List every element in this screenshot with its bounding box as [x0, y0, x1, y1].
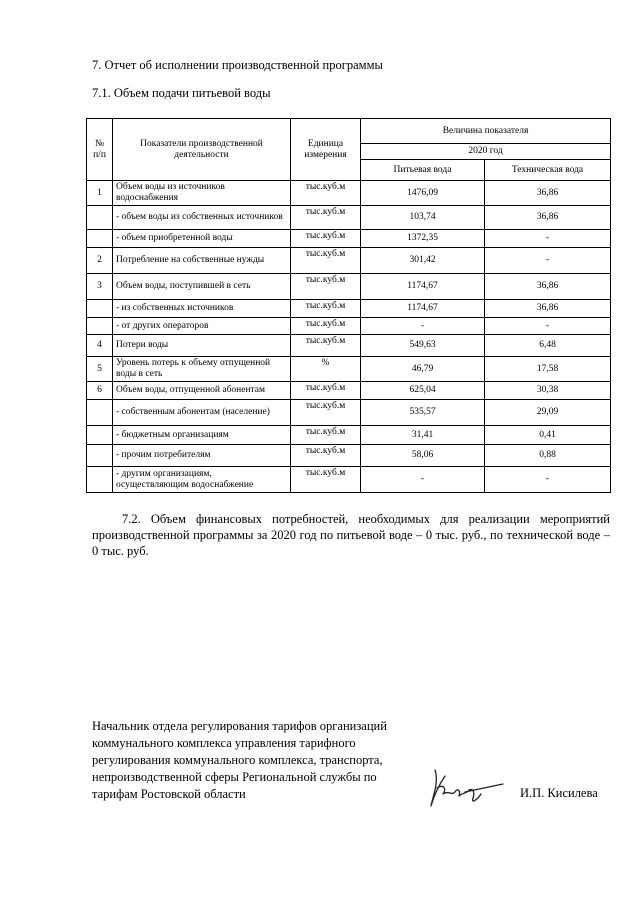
signatory-title-line: тарифам Ростовской области: [92, 787, 246, 801]
table-body: [87, 181, 611, 493]
row-technical-water: -: [485, 230, 611, 248]
table-row: [87, 357, 611, 382]
table-row: [87, 248, 611, 274]
signatory-title-line: коммунального комплекса управления тарифного: [92, 736, 356, 750]
table-row: [87, 400, 611, 426]
row-indicator: - от других операторов: [113, 318, 291, 335]
row-unit: тыс.куб.м: [291, 230, 361, 248]
row-technical-water: 36,86: [485, 181, 611, 206]
row-drinking-water: 1372,35: [361, 230, 485, 248]
row-unit: тыс.куб.м: [291, 382, 361, 400]
row-unit: тыс.куб.м: [291, 274, 361, 300]
row-drinking-water: 31,41: [361, 426, 485, 445]
row-indicator: Объем воды из источников водоснабжения: [113, 181, 291, 206]
table-row: [87, 445, 611, 467]
financial-needs-paragraph: 7.2. Объем финансовых потребностей, необходимых для реализации мероприятий производственной программы за 2020 год по питьевой воде – 0 тыс. руб., по технической воде – 0 тыс. руб.: [92, 512, 610, 558]
table-row: [87, 467, 611, 493]
header-value: Величина показателя: [361, 119, 611, 144]
row-technical-water: 17,58: [485, 357, 611, 382]
row-drinking-water: 301,42: [361, 248, 485, 274]
row-technical-water: 6,48: [485, 335, 611, 357]
header-year: 2020 год: [361, 144, 611, 160]
row-number: [87, 206, 113, 230]
row-unit: тыс.куб.м: [291, 206, 361, 230]
row-drinking-water: 625,04: [361, 382, 485, 400]
row-technical-water: 36,86: [485, 206, 611, 230]
table-row: [87, 300, 611, 318]
row-unit: тыс.куб.м: [291, 335, 361, 357]
row-technical-water: 0,41: [485, 426, 611, 445]
row-technical-water: -: [485, 318, 611, 335]
row-indicator: Объем воды, поступившей в сеть: [113, 274, 291, 300]
header-indicator: Показатели производственной деятельности: [113, 119, 291, 181]
row-drinking-water: 46,79: [361, 357, 485, 382]
row-indicator: - другим организациям, осуществляющим водоснабжение: [113, 467, 291, 493]
row-number: [87, 230, 113, 248]
row-number: [87, 318, 113, 335]
row-drinking-water: 1174,67: [361, 274, 485, 300]
row-indicator: - объем приобретенной воды: [113, 230, 291, 248]
table-row: [87, 318, 611, 335]
row-indicator: Объем воды, отпущенной абонентам: [113, 382, 291, 400]
row-number: 5: [87, 357, 113, 382]
table-row: [87, 426, 611, 445]
row-unit: тыс.куб.м: [291, 248, 361, 274]
signatory-name: И.П. Кисилева: [520, 786, 598, 800]
row-unit: тыс.куб.м: [291, 426, 361, 445]
row-number: [87, 300, 113, 318]
subsection-title: 7.1. Объем подачи питьевой воды: [92, 86, 271, 100]
table-row: [87, 230, 611, 248]
handwritten-signature: [425, 762, 505, 812]
row-number: [87, 467, 113, 493]
row-drinking-water: 58,06: [361, 445, 485, 467]
row-unit: %: [291, 357, 361, 382]
row-number: [87, 400, 113, 426]
row-unit: тыс.куб.м: [291, 300, 361, 318]
row-number: 6: [87, 382, 113, 400]
header-technical-water: Техническая вода: [485, 160, 611, 181]
row-indicator: Уровень потерь к объему отпущенной воды в сеть: [113, 357, 291, 382]
signatory-title-line: Начальник отдела регулирования тарифов организаций: [92, 719, 387, 733]
row-indicator: Потери воды: [113, 335, 291, 357]
section-title: 7. Отчет об исполнении производственной программы: [92, 58, 383, 72]
signatory-title-line: регулирования коммунального комплекса, транспорта,: [92, 753, 383, 767]
table-row: [87, 335, 611, 357]
row-number: 4: [87, 335, 113, 357]
row-number: 1: [87, 181, 113, 206]
row-unit: тыс.куб.м: [291, 445, 361, 467]
row-indicator: - объем воды из собственных источников: [113, 206, 291, 230]
row-number: [87, 426, 113, 445]
signatory-title-line: непроизводственной сферы Региональной службы по: [92, 770, 377, 784]
row-drinking-water: 1476,09: [361, 181, 485, 206]
row-technical-water: 29,09: [485, 400, 611, 426]
row-drinking-water: -: [361, 318, 485, 335]
row-indicator: - из собственных источников: [113, 300, 291, 318]
signatory-title: [92, 718, 412, 803]
row-unit: тыс.куб.м: [291, 467, 361, 493]
table-row: [87, 181, 611, 206]
header-num: № п/п: [87, 119, 113, 181]
row-number: 3: [87, 274, 113, 300]
row-drinking-water: 103,74: [361, 206, 485, 230]
water-supply-table: [86, 118, 611, 493]
row-unit: тыс.куб.м: [291, 318, 361, 335]
header-drinking-water: Питьевая вода: [361, 160, 485, 181]
row-technical-water: 0,88: [485, 445, 611, 467]
row-drinking-water: 535,57: [361, 400, 485, 426]
row-technical-water: -: [485, 248, 611, 274]
row-technical-water: 36,86: [485, 300, 611, 318]
header-unit: Единица измерения: [291, 119, 361, 181]
table-row: [87, 382, 611, 400]
table-row: [87, 274, 611, 300]
row-indicator: - прочим потребителям: [113, 445, 291, 467]
row-unit: тыс.куб.м: [291, 181, 361, 206]
row-technical-water: 36,86: [485, 274, 611, 300]
row-technical-water: 30,38: [485, 382, 611, 400]
row-technical-water: -: [485, 467, 611, 493]
row-drinking-water: 1174,67: [361, 300, 485, 318]
row-indicator: Потребление на собственные нужды: [113, 248, 291, 274]
row-drinking-water: 549,63: [361, 335, 485, 357]
table-row: [87, 206, 611, 230]
row-number: [87, 445, 113, 467]
row-indicator: - собственным абонентам (население): [113, 400, 291, 426]
row-number: 2: [87, 248, 113, 274]
row-indicator: - бюджетным организациям: [113, 426, 291, 445]
row-unit: тыс.куб.м: [291, 400, 361, 426]
row-drinking-water: -: [361, 467, 485, 493]
